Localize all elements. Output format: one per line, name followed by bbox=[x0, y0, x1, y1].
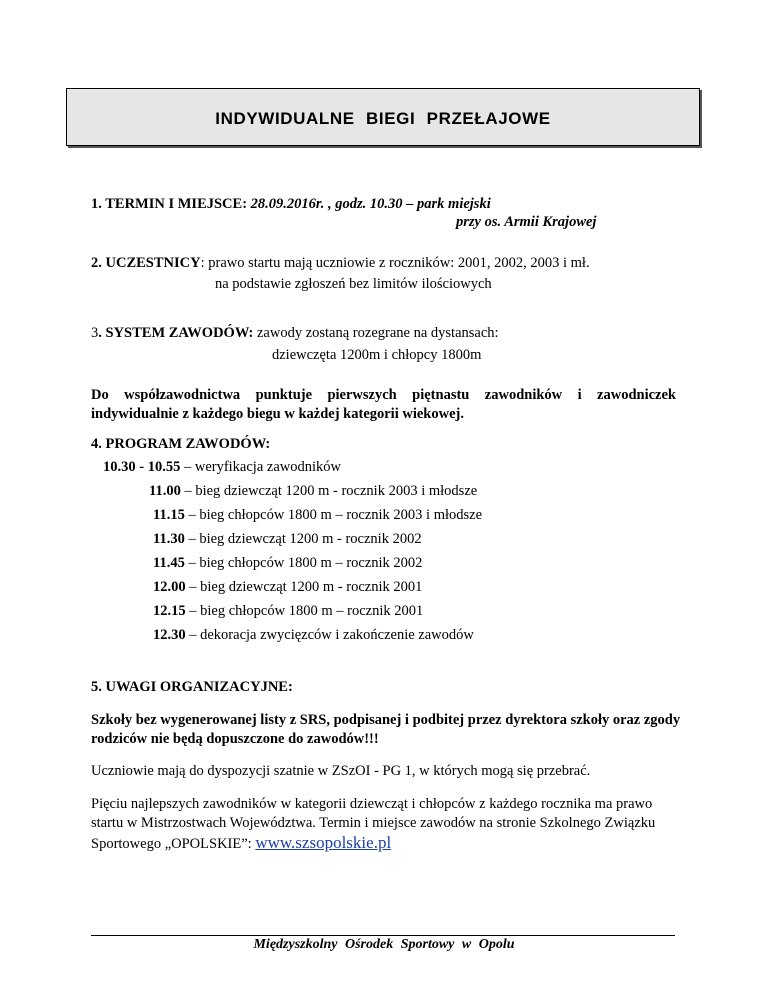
section5-warning: Szkoły bez wygenerowanej listy z SRS, podpisanej i podbitej przez dyrektora szkoły oraz zgody rodziców nie będą dopuszczone do zawodów!!! bbox=[91, 712, 681, 747]
section3-line bbox=[91, 325, 499, 342]
section4-label: 4. PROGRAM ZAWODÓW: bbox=[91, 436, 271, 452]
section2-text2: na podstawie zgłoszeń bez limitów ilościowych bbox=[215, 276, 492, 292]
schedule-item: 11.45 – bieg chłopców 1800 m – rocznik 2002 bbox=[153, 555, 423, 571]
szs-website-link[interactable]: www.szsopolskie.pl bbox=[255, 833, 392, 852]
schedule-item: 11.00 – bieg dziewcząt 1200 m - rocznik 2003 i młodsze bbox=[149, 483, 478, 499]
scoring-note: Do współzawodnictwa punktuje pierwszych piętnastu zawodników i zawodniczek indywidualnie z każdego biegu w każdej kategorii wiekowej. bbox=[91, 387, 676, 422]
section5-locker: Uczniowie mają do dyspozycji szatnie w ZSzOI - PG 1, w których mogą się przebrać. bbox=[91, 763, 591, 779]
footer-text: Międzyszkolny Ośrodek Sportowy w Opolu bbox=[253, 937, 515, 952]
schedule-item: 12.00 – bieg dziewcząt 1200 m - rocznik 2001 bbox=[153, 579, 423, 595]
section3-label: . SYSTEM ZAWODÓW: bbox=[98, 325, 254, 341]
schedule-item: 12.30 – dekoracja zwycięzców i zakończenie zawodów bbox=[153, 627, 474, 643]
section2-label: 2. UCZESTNICY bbox=[91, 255, 201, 271]
section3-num: 3 bbox=[91, 325, 99, 341]
section5-label: 5. UWAGI ORGANIZACYJNE: bbox=[91, 679, 293, 695]
section1-label: 1. TERMIN I MIEJSCE: bbox=[91, 196, 248, 212]
section2-line bbox=[91, 255, 590, 272]
section1-value2: przy os. Armii Krajowej bbox=[456, 214, 597, 230]
section1-line bbox=[91, 196, 491, 213]
section3-text: zawody zostaną rozegrane na dystansach: bbox=[253, 325, 499, 341]
section2-text: : prawo startu mają uczniowie z roczników: 2001, 2002, 2003 i mł. bbox=[200, 255, 590, 271]
section1-value: 28.09.2016r. , godz. 10.30 – park miejski bbox=[250, 196, 491, 212]
page-title: INDYWIDUALNE BIEGI PRZEŁAJOWE bbox=[215, 109, 551, 128]
schedule-item: 11.30 – bieg dziewcząt 1200 m - rocznik 2002 bbox=[153, 531, 422, 547]
schedule-item: 12.15 – bieg chłopców 1800 m – rocznik 2001 bbox=[153, 603, 424, 619]
schedule-item: 10.30 - 10.55 – weryfikacja zawodników bbox=[103, 459, 341, 475]
section5-qualify: Pięciu najlepszych zawodników w kategorii dziewcząt i chłopców z każdego rocznika ma prawo startu w Mistrzostwach Województwa. Termin i miejsce zawodów na stronie Szkolnego Związku Sportowego „OPOLSKIE”: www.szsopolskie.pl bbox=[91, 796, 656, 852]
title-box bbox=[66, 88, 700, 146]
footer-divider bbox=[91, 935, 675, 936]
schedule-item: 11.15 – bieg chłopców 1800 m – rocznik 2003 i młodsze bbox=[153, 507, 483, 523]
section3-text2: dziewczęta 1200m i chłopcy 1800m bbox=[272, 347, 482, 363]
